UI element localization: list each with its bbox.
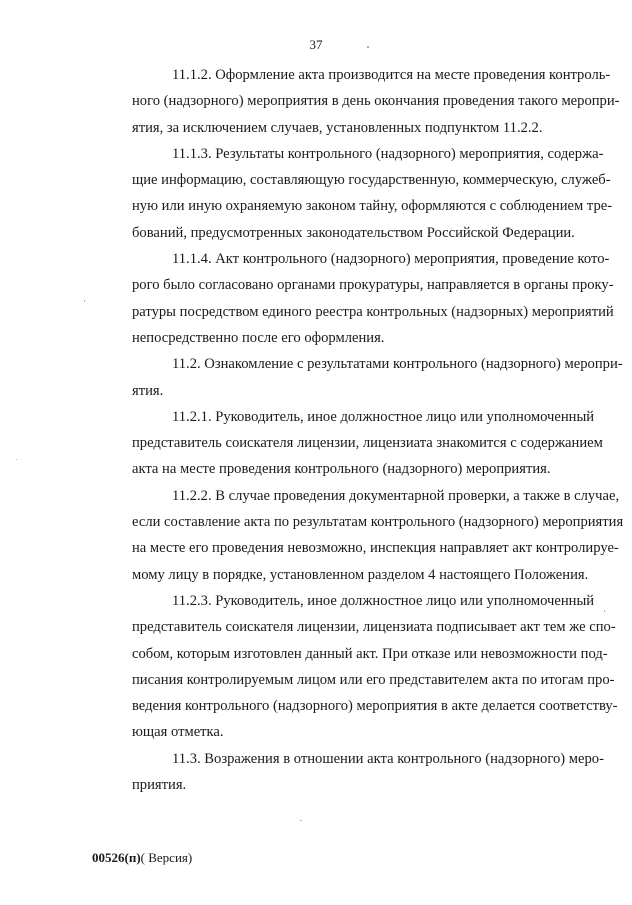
paragraph-11-1-2	[92, 62, 620, 141]
text-line: 11.2.3. Руководитель, иное должностное лицо или уполномоченный	[172, 592, 595, 609]
scan-speck	[300, 820, 302, 821]
text-line: если составление акта по результатам контрольного (надзорного) мероприятия	[132, 514, 624, 531]
text-line: мому лицу в порядке, установленном разделом 4 настоящего Положения.	[132, 566, 589, 583]
text-line: ную или иную охраняемую законом тайну, оформляются с соблюдением тре-	[132, 198, 613, 215]
paragraph-11-3	[92, 746, 604, 799]
document-version: ( Версия)	[140, 850, 193, 865]
text-line: 11.2.1. Руководитель, иное должностное лицо или уполномоченный	[172, 408, 595, 425]
text-line: представитель соискателя лицензии, лицензиата подписывает акт тем же спо-	[132, 619, 616, 636]
paragraph-11-1-4	[92, 246, 614, 351]
text-line: 11.1.2. Оформление акта производится на месте проведения контроль-	[172, 67, 611, 83]
document-body	[92, 62, 624, 798]
text-line: ющая отметка.	[132, 724, 224, 741]
paragraph-11-2-1	[92, 404, 603, 483]
text-line: собом, которым изготовлен данный акт. При отказе или невозможности под-	[132, 645, 608, 662]
scan-speck	[604, 610, 605, 612]
text-line: писания контролируемым лицом или его представителем акта по итогам про-	[132, 671, 615, 688]
text-line: ведения контрольного (надзорного) мероприятия в акте делается соответству-	[132, 698, 618, 715]
document-code: 00526(п)	[92, 850, 141, 865]
text-line: акта на месте проведения контрольного (надзорного) мероприятия.	[132, 461, 551, 478]
scan-speck	[16, 459, 17, 460]
document-footer	[92, 850, 192, 866]
text-line: 11.1.3. Результаты контрольного (надзорного) мероприятия, содержа-	[172, 145, 604, 162]
text-line: непосредственно после его оформления.	[132, 329, 385, 346]
paragraph-11-2-2	[92, 483, 624, 588]
text-line: приятия.	[132, 777, 187, 794]
text-line: ного (надзорного) мероприятия в день окончания проведения такого меропри-	[132, 93, 620, 110]
paragraph-11-1-3	[92, 141, 613, 246]
page-number: 37	[309, 37, 323, 52]
text-line: 11.1.4. Акт контрольного (надзорного) мероприятия, проведение кото-	[172, 251, 610, 268]
scan-speck	[84, 300, 85, 302]
scan-speck	[367, 46, 369, 48]
text-line: ратуры посредством единого реестра контрольных (надзорных) мероприятий	[132, 303, 614, 320]
text-line: на месте его проведения невозможно, инспекция направляет акт контролируе-	[132, 540, 619, 557]
paragraph-11-2	[92, 351, 623, 404]
text-line: бований, предусмотренных законодательством Российской Федерации.	[132, 224, 575, 241]
text-line: представитель соискателя лицензии, лицензиата знакомится с содержанием	[132, 435, 603, 452]
text-line: 11.3. Возражения в отношении акта контрольного (надзорного) меро-	[172, 750, 604, 767]
text-line: 11.2. Ознакомление с результатами контрольного (надзорного) меропри-	[172, 356, 623, 373]
text-line: ятия, за исключением случаев, установленных подпунктом 11.2.2.	[132, 119, 543, 136]
text-line: рого было согласовано органами прокуратуры, направляется в органы проку-	[132, 277, 614, 294]
text-line: ятия.	[132, 382, 164, 399]
text-line: щие информацию, составляющую государственную, коммерческую, служеб-	[132, 172, 611, 189]
paragraph-11-2-3	[92, 588, 618, 746]
text-line: 11.2.2. В случае проведения документарной проверки, а также в случае,	[172, 487, 620, 504]
